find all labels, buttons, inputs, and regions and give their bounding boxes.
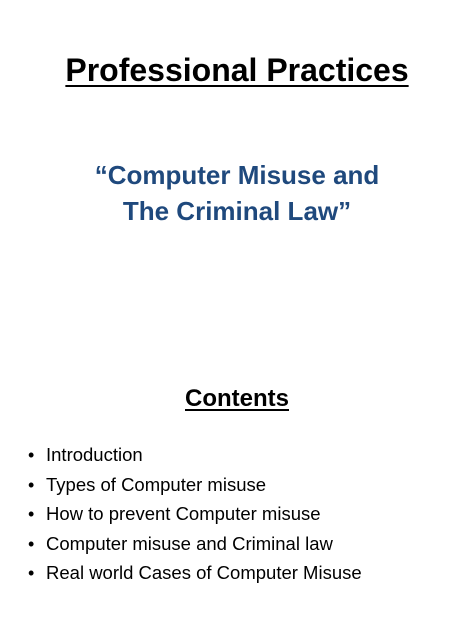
list-item: [28, 499, 468, 529]
list-item-text: How to prevent Computer misuse: [46, 503, 321, 524]
subtitle-line-1: “Computer Misuse and: [94, 160, 380, 190]
bullet-icon: •: [28, 474, 35, 495]
list-item-text: Introduction: [46, 444, 143, 465]
bullet-icon: •: [28, 533, 35, 554]
contents-heading: [0, 383, 474, 415]
contents-heading-text: Contents: [185, 385, 289, 412]
list-item-text: Real world Cases of Computer Misuse: [46, 562, 362, 583]
list-item: [28, 470, 468, 500]
document-subtitle: [0, 157, 474, 229]
page-title-text: Professional Practices: [65, 52, 409, 88]
contents-list: [28, 440, 468, 588]
subtitle-line-2: The Criminal Law”: [122, 196, 352, 226]
list-item: [28, 440, 468, 470]
list-item-text: Computer misuse and Criminal law: [46, 532, 333, 554]
bullet-icon: •: [28, 445, 35, 465]
list-item-text: Types of Computer misuse: [46, 473, 267, 495]
list-item: [28, 558, 468, 588]
page-title: [0, 50, 474, 90]
bullet-icon: •: [28, 504, 35, 524]
bullet-icon: •: [28, 563, 35, 583]
list-item: [28, 529, 468, 559]
